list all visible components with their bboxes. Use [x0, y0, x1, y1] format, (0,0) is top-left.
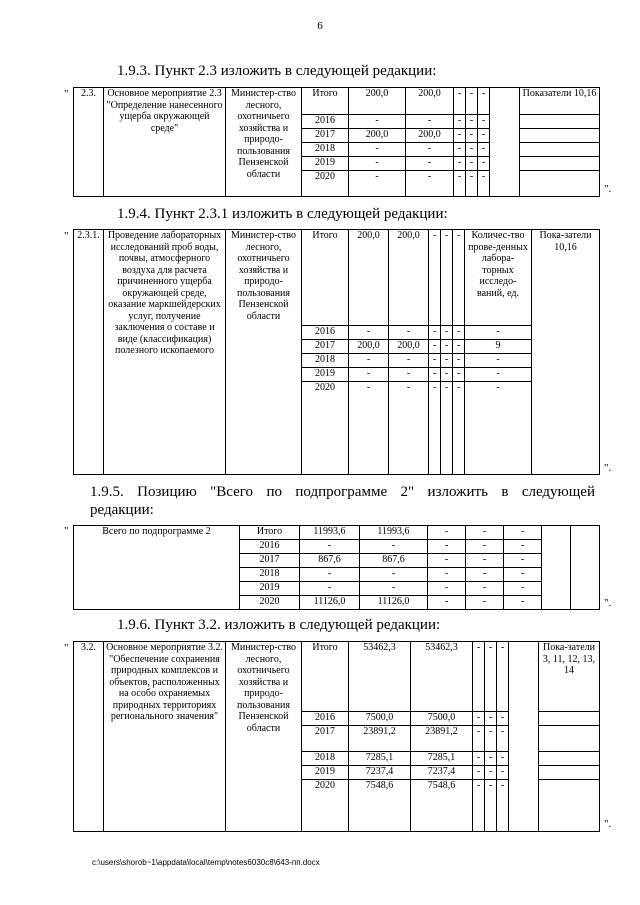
- value-cell: -: [497, 766, 509, 780]
- total-label: Всего по подпрограмме 2: [74, 526, 240, 610]
- value-cell: -: [497, 726, 509, 752]
- value-cell: -: [478, 171, 490, 197]
- row-number: 2.3.1.: [74, 230, 104, 475]
- value-cell: 200,0: [349, 88, 406, 115]
- executor: Министер-ство лесного, охотничьего хозяйства и природо-пользования Пензенской области: [226, 88, 302, 197]
- year-cell: 2020: [302, 780, 349, 832]
- empty-cell: [520, 171, 600, 197]
- value-cell: -: [478, 143, 490, 157]
- quote-close: ".: [604, 462, 612, 474]
- empty-cell: [539, 766, 600, 780]
- value-cell: -: [406, 171, 454, 197]
- indicator-value: 9: [465, 340, 532, 354]
- year-cell: Итого: [240, 526, 300, 540]
- section-heading-1-9-4: 1.9.4. Пункт 2.3.1 изложить в следующей редакции:: [117, 206, 448, 222]
- value-cell: -: [466, 129, 478, 143]
- value-cell: -: [406, 157, 454, 171]
- value-cell: -: [485, 642, 497, 712]
- table-2-3: [73, 87, 600, 197]
- value-cell: 200,0: [389, 340, 429, 354]
- value-cell: -: [441, 326, 453, 340]
- value-cell: -: [428, 596, 466, 610]
- value-cell: -: [497, 642, 509, 712]
- value-cell: -: [466, 554, 504, 568]
- value-cell: -: [504, 540, 542, 554]
- value-cell: 7500,0: [349, 712, 411, 726]
- value-cell: -: [300, 568, 360, 582]
- year-cell: 2016: [240, 540, 300, 554]
- value-cell: -: [478, 157, 490, 171]
- empty-cell: [539, 752, 600, 766]
- value-cell: 200,0: [389, 230, 429, 326]
- value-cell: 200,0: [406, 129, 454, 143]
- indicator-value: -: [465, 368, 532, 382]
- year-cell: 2016: [302, 115, 349, 129]
- year-cell: 2017: [302, 340, 349, 354]
- value-cell: -: [406, 143, 454, 157]
- value-cell: 200,0: [349, 340, 389, 354]
- target-indicators: Пока-затели 10,16: [532, 230, 600, 475]
- empty-cell: [539, 712, 600, 726]
- value-cell: -: [349, 115, 406, 129]
- value-cell: -: [504, 526, 542, 540]
- quote-open: ": [64, 525, 69, 537]
- row-number: 3.2.: [74, 642, 104, 832]
- value-cell: -: [473, 766, 485, 780]
- value-cell: -: [454, 171, 466, 197]
- value-cell: -: [453, 368, 465, 382]
- value-cell: -: [429, 354, 441, 368]
- value-cell: -: [349, 368, 389, 382]
- value-cell: -: [441, 368, 453, 382]
- activity-name: Основное мероприятие 2.3 "Определение нанесенного ущерба окружающей среде": [104, 88, 226, 197]
- value-cell: -: [454, 157, 466, 171]
- value-cell: 867,6: [300, 554, 360, 568]
- value-cell: 11993,6: [300, 526, 360, 540]
- value-cell: -: [497, 712, 509, 726]
- value-cell: -: [454, 115, 466, 129]
- year-cell: Итого: [302, 88, 349, 115]
- value-cell: 7285,1: [411, 752, 473, 766]
- table-2-3-1: [73, 229, 600, 475]
- value-cell: -: [478, 115, 490, 129]
- value-cell: -: [473, 712, 485, 726]
- value-cell: 23891,2: [349, 726, 411, 752]
- empty-cell: [571, 526, 600, 610]
- year-cell: 2018: [302, 752, 349, 766]
- value-cell: -: [454, 129, 466, 143]
- value-cell: 23891,2: [411, 726, 473, 752]
- value-cell: -: [429, 230, 441, 326]
- quote-close: ".: [604, 183, 612, 195]
- value-cell: -: [429, 326, 441, 340]
- empty-cell: [539, 726, 600, 752]
- value-cell: -: [349, 382, 389, 475]
- quote-close: ".: [604, 597, 612, 609]
- value-cell: -: [389, 326, 429, 340]
- value-cell: 867,6: [360, 554, 428, 568]
- indicator-value: -: [465, 354, 532, 368]
- value-cell: -: [441, 340, 453, 354]
- quote-open: ": [64, 642, 69, 654]
- value-cell: -: [441, 354, 453, 368]
- value-cell: -: [454, 143, 466, 157]
- value-cell: -: [485, 726, 497, 752]
- value-cell: -: [453, 354, 465, 368]
- year-cell: 2018: [240, 568, 300, 582]
- value-cell: -: [300, 540, 360, 554]
- table-total-subprogram-2: [73, 525, 600, 610]
- indicator-value: -: [465, 382, 532, 475]
- year-cell: 2017: [240, 554, 300, 568]
- empty-cell: [520, 129, 600, 143]
- value-cell: -: [454, 88, 466, 115]
- value-cell: -: [466, 568, 504, 582]
- value-cell: -: [478, 88, 490, 115]
- value-cell: 7548,6: [349, 780, 411, 832]
- value-cell: -: [453, 230, 465, 326]
- quote-open: ": [64, 230, 69, 242]
- year-cell: Итого: [302, 230, 349, 326]
- value-cell: -: [429, 368, 441, 382]
- table-3-2: [73, 641, 600, 832]
- value-cell: 7548,6: [411, 780, 473, 832]
- year-cell: 2017: [302, 726, 349, 752]
- value-cell: 7285,1: [349, 752, 411, 766]
- value-cell: 53462,3: [349, 642, 411, 712]
- value-cell: -: [466, 143, 478, 157]
- year-cell: Итого: [302, 642, 349, 712]
- value-cell: -: [428, 582, 466, 596]
- value-cell: 53462,3: [411, 642, 473, 712]
- value-cell: -: [360, 582, 428, 596]
- activity-name: Проведение лабораторных исследований проб воды, почвы, атмосферного воздуха для расчета причиненного ущерба окружающей среде, оказание маркшейдерских услуг, получение заключения о составе и виде (классификация) полезного ископаемого: [104, 230, 226, 475]
- value-cell: -: [466, 171, 478, 197]
- indicator-value: -: [465, 326, 532, 340]
- value-cell: -: [349, 171, 406, 197]
- year-cell: 2020: [240, 596, 300, 610]
- value-cell: -: [473, 726, 485, 752]
- indicator-name: Количес-тво прове-денных лабора-торных исследо-ваний, ед.: [465, 230, 532, 326]
- activity-name: Основное мероприятие 3.2. "Обеспечение сохранения природных комплексов и объектов, расположенных на особо охраняемых природных территориях регионального значения": [104, 642, 226, 832]
- value-cell: -: [485, 712, 497, 726]
- target-indicators: Пока-затели 3, 11, 12, 13, 14: [539, 642, 600, 712]
- value-cell: -: [466, 540, 504, 554]
- year-cell: 2016: [302, 326, 349, 340]
- value-cell: -: [349, 157, 406, 171]
- value-cell: 11126,0: [300, 596, 360, 610]
- value-cell: -: [428, 568, 466, 582]
- year-cell: 2020: [302, 171, 349, 197]
- value-cell: -: [473, 752, 485, 766]
- value-cell: -: [389, 382, 429, 475]
- page-number: 6: [317, 20, 323, 32]
- empty-cell: [542, 526, 571, 610]
- value-cell: -: [466, 115, 478, 129]
- value-cell: 11126,0: [360, 596, 428, 610]
- value-cell: -: [349, 326, 389, 340]
- value-cell: -: [406, 115, 454, 129]
- value-cell: -: [349, 354, 389, 368]
- value-cell: -: [504, 596, 542, 610]
- empty-cell: [520, 143, 600, 157]
- value-cell: 7500,0: [411, 712, 473, 726]
- year-cell: 2020: [302, 382, 349, 475]
- value-cell: -: [497, 780, 509, 832]
- value-cell: -: [349, 143, 406, 157]
- indicator-cell: [490, 88, 520, 197]
- year-cell: 2019: [302, 368, 349, 382]
- footer-file-path: c:\users\shorob~1\appdata\local\temp\notes6030c8\643-пп.docx: [92, 858, 320, 867]
- value-cell: -: [504, 568, 542, 582]
- value-cell: 7237,4: [411, 766, 473, 780]
- value-cell: 200,0: [349, 129, 406, 143]
- row-number: 2.3.: [74, 88, 104, 197]
- value-cell: -: [429, 340, 441, 354]
- year-cell: 2018: [302, 354, 349, 368]
- year-cell: 2019: [302, 157, 349, 171]
- value-cell: -: [473, 780, 485, 832]
- empty-cell: [539, 780, 600, 832]
- value-cell: -: [428, 554, 466, 568]
- value-cell: -: [429, 382, 441, 475]
- year-cell: 2017: [302, 129, 349, 143]
- value-cell: -: [428, 540, 466, 554]
- year-cell: 2019: [240, 582, 300, 596]
- value-cell: -: [497, 752, 509, 766]
- value-cell: 200,0: [406, 88, 454, 115]
- year-cell: 2016: [302, 712, 349, 726]
- indicator-cell: [509, 642, 539, 832]
- value-cell: -: [360, 568, 428, 582]
- value-cell: -: [466, 582, 504, 596]
- value-cell: -: [466, 526, 504, 540]
- value-cell: -: [478, 129, 490, 143]
- value-cell: 7237,4: [349, 766, 411, 780]
- section-heading-1-9-3: 1.9.3. Пункт 2.3 изложить в следующей редакции:: [117, 63, 437, 79]
- value-cell: -: [441, 382, 453, 475]
- executor: Министер-ство лесного, охотничьего хозяйства и природо-пользования Пензенской области: [226, 642, 302, 832]
- value-cell: -: [504, 582, 542, 596]
- empty-cell: [520, 115, 600, 129]
- section-heading-1-9-5-cont: редакции:: [90, 502, 154, 518]
- value-cell: -: [485, 780, 497, 832]
- value-cell: -: [428, 526, 466, 540]
- year-cell: 2018: [302, 143, 349, 157]
- executor: Министер-ство лесного, охотничьего хозяйства и природо-пользования Пензенской области: [226, 230, 302, 475]
- target-indicators: Показатели 10,16: [520, 88, 600, 115]
- quote-open: ": [64, 88, 69, 100]
- section-heading-1-9-6: 1.9.6. Пункт 3.2. изложить в следующей редакции:: [117, 617, 441, 633]
- year-cell: 2019: [302, 766, 349, 780]
- value-cell: -: [389, 354, 429, 368]
- value-cell: -: [485, 766, 497, 780]
- value-cell: -: [466, 596, 504, 610]
- value-cell: -: [453, 382, 465, 475]
- section-heading-1-9-5: 1.9.5. Позицию "Всего по подпрограмме 2" изложить в следующей: [90, 484, 595, 500]
- quote-close: ".: [604, 818, 612, 830]
- value-cell: 200,0: [349, 230, 389, 326]
- value-cell: -: [504, 554, 542, 568]
- value-cell: -: [466, 88, 478, 115]
- empty-cell: [520, 157, 600, 171]
- value-cell: -: [441, 230, 453, 326]
- value-cell: 11993,6: [360, 526, 428, 540]
- value-cell: -: [300, 582, 360, 596]
- value-cell: -: [473, 642, 485, 712]
- value-cell: -: [485, 752, 497, 766]
- value-cell: -: [453, 326, 465, 340]
- value-cell: -: [389, 368, 429, 382]
- value-cell: -: [360, 540, 428, 554]
- value-cell: -: [466, 157, 478, 171]
- value-cell: -: [453, 340, 465, 354]
